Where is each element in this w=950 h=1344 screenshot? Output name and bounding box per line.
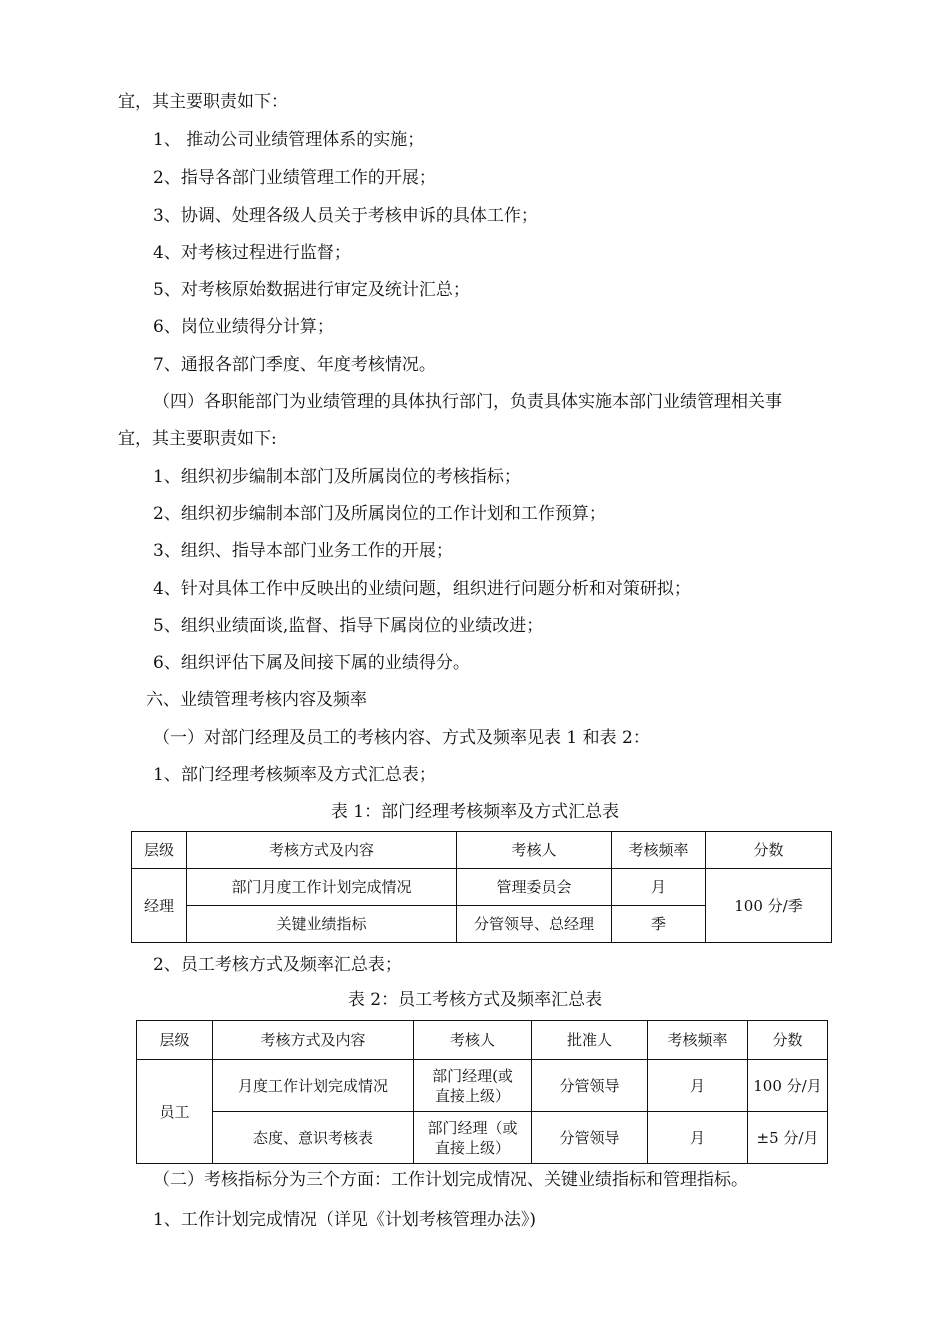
approver-cell: 分管领导 xyxy=(532,1060,648,1112)
list-item: 5、组织业绩面谈,监督、指导下属岗位的业绩改进； xyxy=(153,616,544,636)
level-cell: 员工 xyxy=(137,1060,213,1164)
paragraph: （一）对部门经理及员工的考核内容、方式及频率见表 1 和表 2： xyxy=(153,728,650,748)
list-item: 4、针对具体工作中反映出的业绩问题，组织进行问题分析和对策研拟； xyxy=(153,579,691,599)
list-item: 6、组织评估下属及间接下属的业绩得分。 xyxy=(153,653,470,673)
frequency-cell: 月 xyxy=(648,1112,748,1164)
assessor-line: 直接上级） xyxy=(434,1138,510,1157)
list-item: 6、岗位业绩得分计算； xyxy=(153,317,334,337)
table-row xyxy=(137,1060,828,1112)
list-item: 2、组织初步编制本部门及所属岗位的工作计划和工作预算； xyxy=(153,504,606,524)
table-header-cell: 考核方式及内容 xyxy=(213,1021,414,1060)
frequency-cell: 月 xyxy=(612,869,706,906)
content-cell: 部门月度工作计划完成情况 xyxy=(187,869,457,906)
table-header-cell: 层级 xyxy=(137,1021,213,1060)
table-header-cell: 分数 xyxy=(748,1021,828,1060)
table-header-cell: 考核频率 xyxy=(648,1021,748,1060)
assessor-line: 部门经理（或 xyxy=(427,1118,518,1137)
table-header-cell: 批准人 xyxy=(532,1021,648,1060)
table1-caption: 表 1：部门经理考核频率及方式汇总表 xyxy=(330,802,620,822)
assessor-line: 直接上级） xyxy=(434,1086,510,1105)
table1 xyxy=(131,831,832,943)
approver-cell: 分管领导 xyxy=(532,1112,648,1164)
table-header-cell: 考核人 xyxy=(414,1021,532,1060)
table-header-cell: 考核频率 xyxy=(612,832,706,869)
list-item: 3、组织、指导本部门业务工作的开展； xyxy=(153,541,453,561)
table2-caption: 表 2：员工考核方式及频率汇总表 xyxy=(347,990,603,1010)
paragraph: （二）考核指标分为三个方面：工作计划完成情况、关键业绩指标和管理指标。 xyxy=(153,1170,748,1190)
paragraph: 宜，其主要职责如下： xyxy=(118,92,288,112)
content-cell: 月度工作计划完成情况 xyxy=(213,1060,414,1112)
table-row xyxy=(132,869,832,906)
list-item: 1、 推动公司业绩管理体系的实施； xyxy=(153,130,425,150)
table2 xyxy=(136,1020,828,1164)
assessor-cell xyxy=(414,1060,532,1112)
list-item: 2、员工考核方式及频率汇总表； xyxy=(153,955,402,975)
score-cell: 100 分/季 xyxy=(706,869,832,943)
frequency-cell: 月 xyxy=(648,1060,748,1112)
table-row xyxy=(137,1112,828,1164)
score-cell: ±5 分/月 xyxy=(748,1112,828,1164)
content-cell: 关键业绩指标 xyxy=(187,906,457,943)
table-header-cell: 层级 xyxy=(132,832,187,869)
list-item: 2、指导各部门业绩管理工作的开展； xyxy=(153,168,436,188)
list-item: 1、部门经理考核频率及方式汇总表； xyxy=(153,765,436,785)
assessor-cell: 管理委员会 xyxy=(457,869,612,906)
table-header-row xyxy=(137,1021,828,1060)
list-item: 1、组织初步编制本部门及所属岗位的考核指标； xyxy=(153,467,521,487)
table-header-cell: 分数 xyxy=(706,832,832,869)
assessor-cell: 分管领导、总经理 xyxy=(457,906,612,943)
list-item: 1、工作计划完成情况（详见《计划考核管理办法》) xyxy=(153,1210,536,1230)
list-item: 5、对考核原始数据进行审定及统计汇总； xyxy=(153,280,470,300)
frequency-cell: 季 xyxy=(612,906,706,943)
list-item: 7、通报各部门季度、年度考核情况。 xyxy=(153,355,436,375)
table-header-cell: 考核人 xyxy=(457,832,612,869)
assessor-line: 部门经理(或 xyxy=(432,1066,513,1085)
level-cell: 经理 xyxy=(132,869,187,943)
paragraph: （四）各职能部门为业绩管理的具体执行部门，负责具体实施本部门业绩管理相关事 xyxy=(153,392,782,412)
content-cell: 态度、意识考核表 xyxy=(213,1112,414,1164)
list-item: 4、对考核过程进行监督； xyxy=(153,243,351,263)
score-cell: 100 分/月 xyxy=(748,1060,828,1112)
paragraph: 宜，其主要职责如下: xyxy=(118,429,277,449)
assessor-cell xyxy=(414,1112,532,1164)
table-header-cell: 考核方式及内容 xyxy=(187,832,457,869)
table-header-row xyxy=(132,832,832,869)
list-item: 3、协调、处理各级人员关于考核申诉的具体工作； xyxy=(153,206,538,226)
section-heading: 六、业绩管理考核内容及频率 xyxy=(146,690,367,710)
